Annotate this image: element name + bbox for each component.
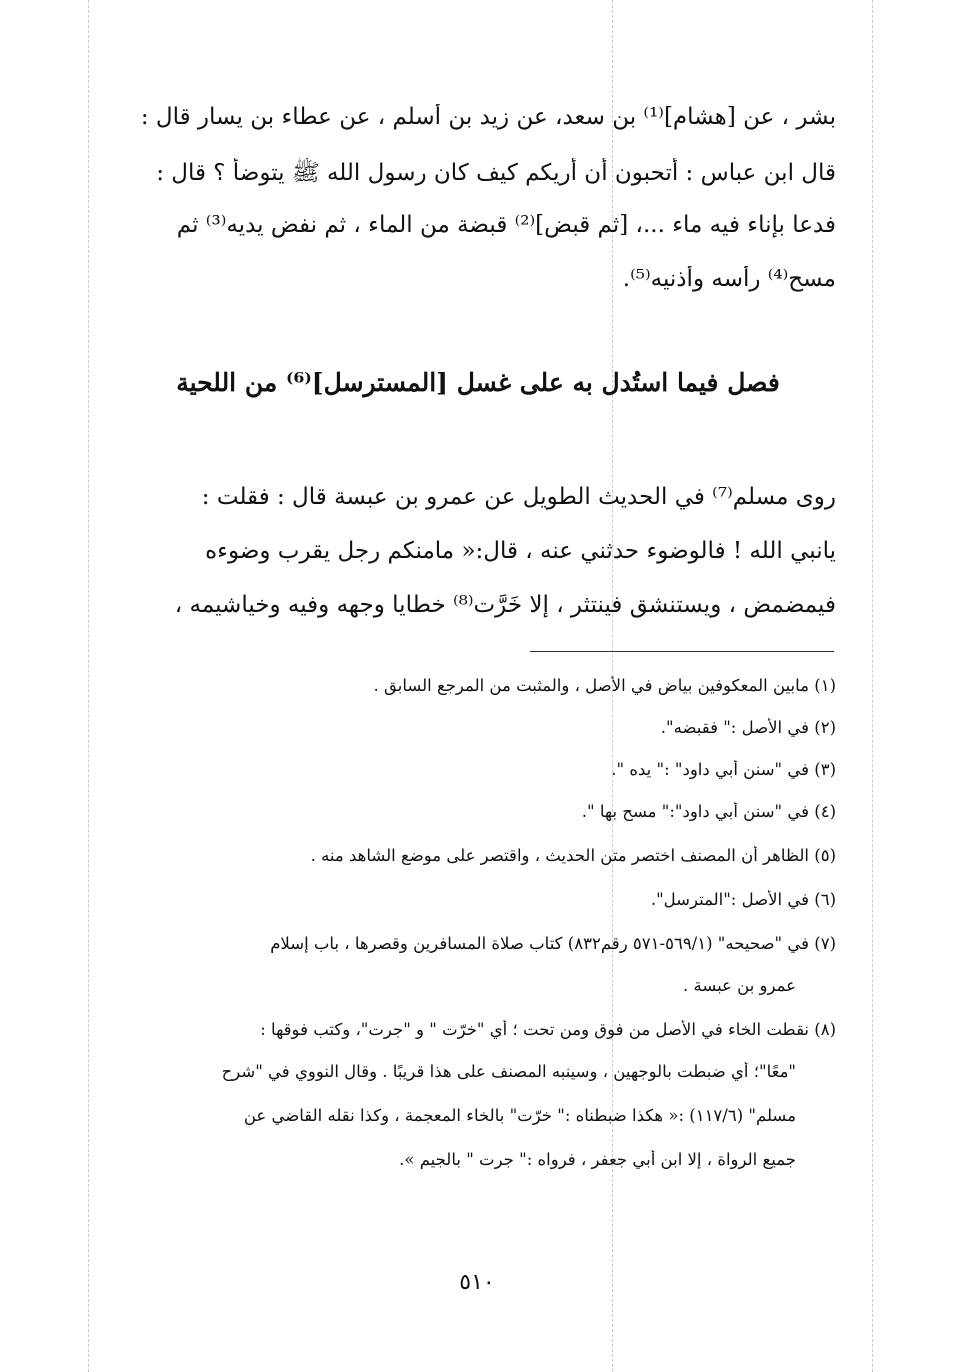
footnote-line: (٥) الظاهر أن المصنف اختصر متن الحديث ، واقتصر على موضع الشاهد منه . xyxy=(310,846,836,865)
text-line: فيمضمض ، ويستنشق فينتثر ، إلا خَرَّت⁽⁸⁾ خطايا وجهه وفيه وخياشيمه ، xyxy=(174,592,836,618)
text-line: مسح⁽⁴⁾ رأسه وأذنيه⁽⁵⁾. xyxy=(622,266,836,292)
section-heading: فصل فيما استُدل به على غسل [المسترسل]⁽⁶⁾ من اللحية xyxy=(176,368,780,397)
footnote-line: (٣) في "سنن أبي داود" :" يده ". xyxy=(611,760,836,779)
footnote-line: (١) مابين المعكوفين بياض في الأصل ، والمثبت من المرجع السابق . xyxy=(373,676,836,695)
footnote-line: (٢) في الأصل :" فقبضه". xyxy=(660,718,836,737)
scan-guide-line xyxy=(872,0,873,1372)
footnote-line: "معًا"؛ أي ضبطت بالوجهين ، وسينبه المصنف على هذا قريبًا . وقال النووي في "شرح xyxy=(221,1062,796,1081)
text-line: بشر ، عن [هشام]⁽¹⁾ بن سعد، عن زيد بن أسلم ، عن عطاء بن يسار قال : xyxy=(140,104,836,130)
text-line: قال ابن عباس : أتحبون أن أريكم كيف كان رسول الله ﷺ يتوضأ ؟ قال : xyxy=(156,160,836,186)
footnote-line: (٨) نقطت الخاء في الأصل من فوق ومن تحت ؛ أي "خرّت " و "جرت"، وكتب فوقها : xyxy=(260,1020,836,1039)
footnote-line: (٦) في الأصل :"المترسل". xyxy=(650,890,836,909)
page-number: ٥١٠ xyxy=(459,1270,495,1295)
text-line: يانبي الله ! فالوضوء حدثني عنه ، قال:« مامنكم رجل يقرب وضوءه xyxy=(205,538,836,564)
footnote-line: (٧) في "صحيحه" (٥٦٩/١-٥٧١ رقم٨٣٢) كتاب صلاة المسافرين وقصرها ، باب إسلام xyxy=(270,934,836,953)
footnote-line: عمرو بن عبسة . xyxy=(683,976,796,995)
footnote-separator xyxy=(530,651,834,652)
footnote-line: مسلم" (١١٧/٦) :« هكذا ضبطناه :" خرّت" بالخاء المعجمة ، وكذا نقله القاضي عن xyxy=(243,1106,796,1125)
footnote-line: جميع الرواة ، إلا ابن أبي جعفر ، فرواه :" جرت " بالجيم ». xyxy=(399,1150,796,1169)
text-line: فدعا بإناء فيه ماء ...، [ثم قبض]⁽²⁾ قبضة من الماء ، ثم نفض يديه⁽³⁾ ثم xyxy=(176,212,836,238)
scan-guide-line xyxy=(88,0,89,1372)
text-line: روى مسلم⁽⁷⁾ في الحديث الطويل عن عمرو بن عبسة قال : فقلت : xyxy=(201,484,836,510)
footnote-line: (٤) في "سنن أبي داود":" مسح بها ". xyxy=(581,802,836,821)
